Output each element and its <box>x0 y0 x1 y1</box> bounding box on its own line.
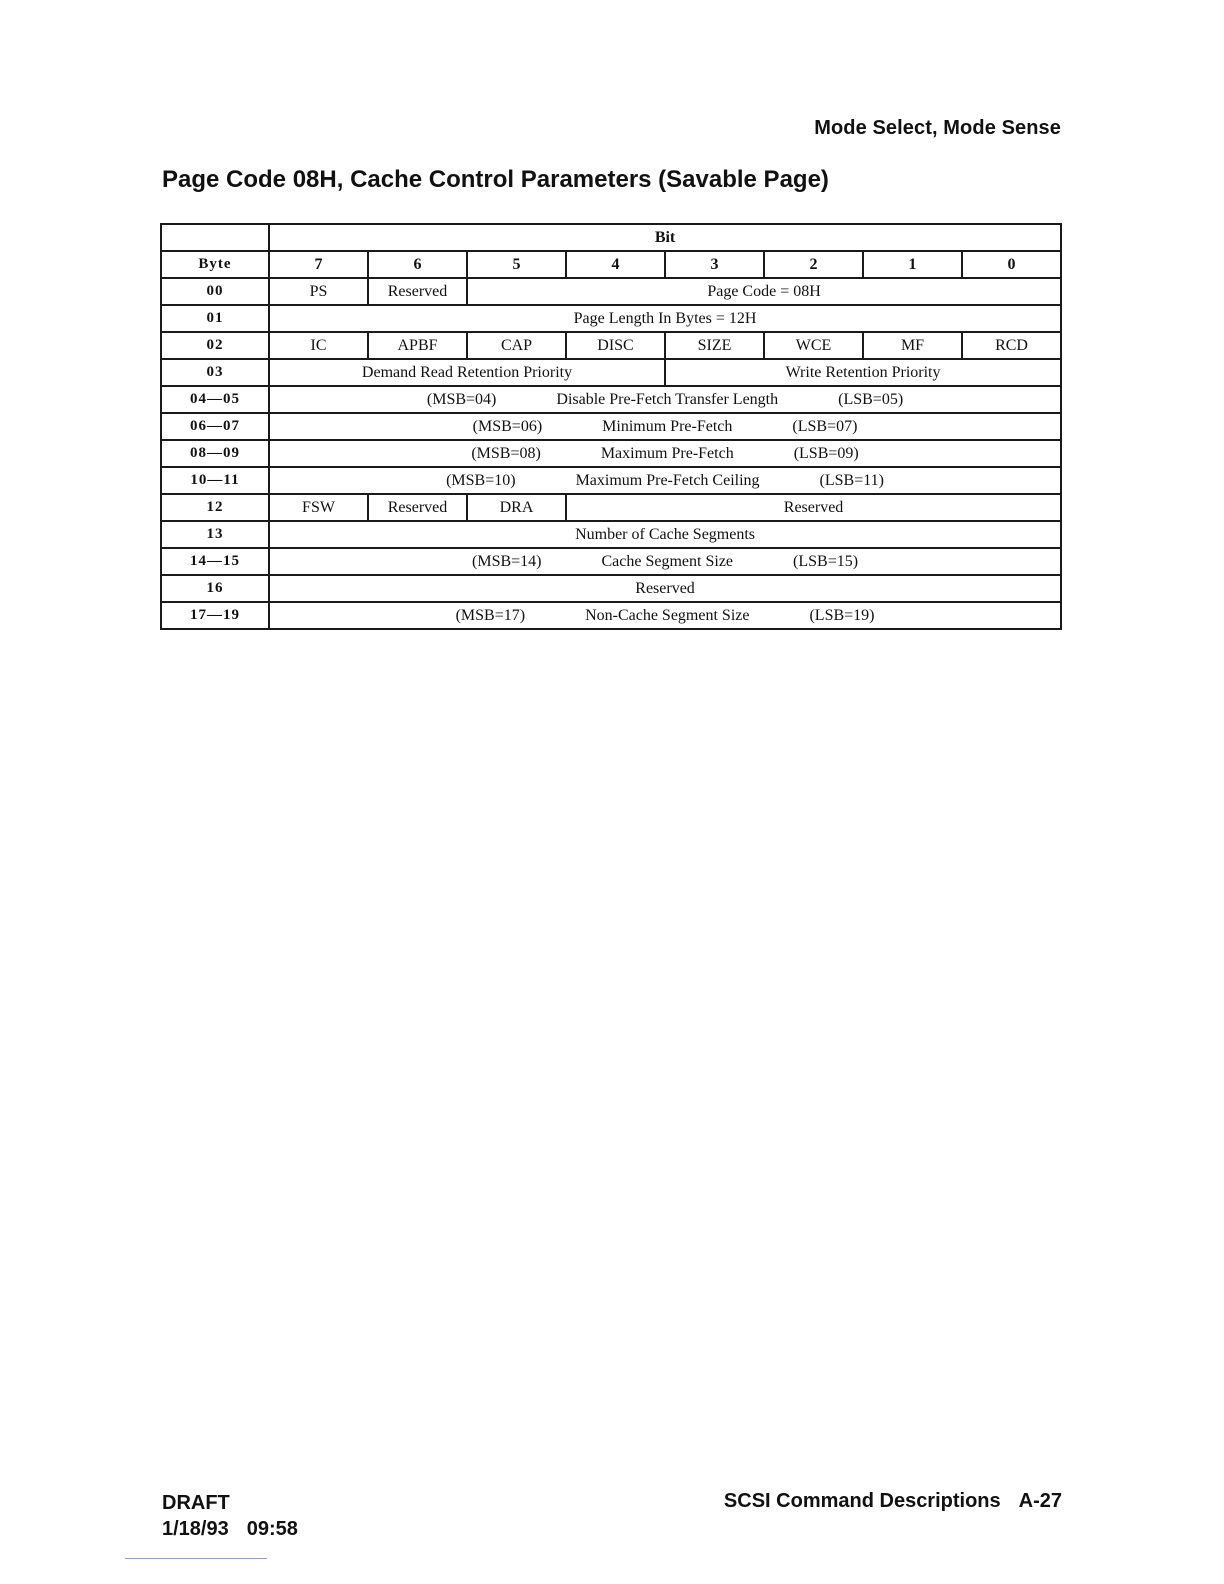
lsb-label: (LSB=11) <box>819 471 884 489</box>
table-row <box>161 440 1061 467</box>
footer-date: 1/18/93 <box>162 1518 229 1540</box>
field-reserved: Reserved <box>566 494 1061 521</box>
field-name: Disable Pre-Fetch Transfer Length <box>556 390 779 408</box>
field-name: Maximum Pre-Fetch Ceiling <box>575 471 760 489</box>
table-row <box>161 494 1061 521</box>
field-non-cache-segment-size <box>269 602 1061 629</box>
byte-number: 17—19 <box>161 602 269 629</box>
field-page-code: Page Code = 08H <box>467 278 1061 305</box>
bit-number: 5 <box>467 251 566 278</box>
field-name: Minimum Pre-Fetch <box>602 417 733 435</box>
bit-number: 0 <box>962 251 1061 278</box>
msb-label: (MSB=14) <box>472 552 542 570</box>
field-reserved: Reserved <box>368 278 467 305</box>
field-minimum-prefetch <box>269 413 1061 440</box>
field-dra: DRA <box>467 494 566 521</box>
msb-label: (MSB=08) <box>471 444 541 462</box>
msb-label: (MSB=17) <box>455 606 526 624</box>
table-row <box>161 413 1061 440</box>
field-wce: WCE <box>764 332 863 359</box>
field-demand-read-retention-priority: Demand Read Retention Priority <box>269 359 665 386</box>
page-number: A-27 <box>1018 1490 1062 1512</box>
draft-label: DRAFT <box>162 1492 230 1514</box>
bit-number: 3 <box>665 251 764 278</box>
footer-section: SCSI Command Descriptions <box>723 1490 1001 1512</box>
bit-number: 6 <box>368 251 467 278</box>
bit-header: Bit <box>269 224 1061 251</box>
table-row <box>161 278 1061 305</box>
byte-number: 16 <box>161 575 269 602</box>
byte-header: Byte <box>161 251 269 278</box>
field-reserved: Reserved <box>269 575 1061 602</box>
lsb-label: (LSB=05) <box>838 390 904 408</box>
byte-number: 03 <box>161 359 269 386</box>
field-cap: CAP <box>467 332 566 359</box>
lsb-label: (LSB=19) <box>809 606 875 624</box>
bit-number: 2 <box>764 251 863 278</box>
byte-number: 08—09 <box>161 440 269 467</box>
footer-timestamp <box>162 1516 298 1542</box>
msb-label: (MSB=04) <box>426 390 497 408</box>
bit-number: 4 <box>566 251 665 278</box>
byte-number: 13 <box>161 521 269 548</box>
byte-number: 14—15 <box>161 548 269 575</box>
field-cache-segment-size <box>269 548 1061 575</box>
field-reserved: Reserved <box>368 494 467 521</box>
field-name: Maximum Pre-Fetch <box>600 444 734 462</box>
table-row <box>161 305 1061 332</box>
field-ps: PS <box>269 278 368 305</box>
footer-right <box>724 1490 1062 1513</box>
byte-number: 12 <box>161 494 269 521</box>
footer-time: 09:58 <box>246 1518 298 1540</box>
footer-left <box>162 1490 298 1542</box>
lsb-label: (LSB=07) <box>792 417 858 435</box>
field-number-of-cache-segments: Number of Cache Segments <box>269 521 1061 548</box>
lsb-label: (LSB=15) <box>793 552 859 570</box>
table-row <box>161 602 1061 629</box>
byte-number: 04—05 <box>161 386 269 413</box>
field-mf: MF <box>863 332 962 359</box>
running-head: Mode Select, Mode Sense <box>814 117 1061 139</box>
field-name: Non-Cache Segment Size <box>585 606 750 624</box>
field-fsw: FSW <box>269 494 368 521</box>
field-maximum-prefetch <box>269 440 1061 467</box>
byte-number: 10—11 <box>161 467 269 494</box>
footer-rule <box>125 1558 267 1559</box>
table-row <box>161 386 1061 413</box>
bit-number: 1 <box>863 251 962 278</box>
table-row <box>161 575 1061 602</box>
field-name: Cache Segment Size <box>601 552 734 570</box>
byte-number: 01 <box>161 305 269 332</box>
field-page-length: Page Length In Bytes = 12H <box>269 305 1061 332</box>
msb-label: (MSB=10) <box>446 471 516 489</box>
table-row <box>161 251 1061 278</box>
table-row <box>161 548 1061 575</box>
table-row <box>161 521 1061 548</box>
field-size: SIZE <box>665 332 764 359</box>
byte-number: 00 <box>161 278 269 305</box>
lsb-label: (LSB=09) <box>793 444 859 462</box>
field-apbf: APBF <box>368 332 467 359</box>
page-title: Page Code 08H, Cache Control Parameters (Savable Page) <box>162 166 829 193</box>
table-row <box>161 224 1061 251</box>
corner-cell <box>161 224 269 251</box>
field-disable-prefetch-transfer-length <box>269 386 1061 413</box>
msb-label: (MSB=06) <box>472 417 543 435</box>
field-rcd: RCD <box>962 332 1061 359</box>
field-disc: DISC <box>566 332 665 359</box>
table-row <box>161 332 1061 359</box>
table-row <box>161 467 1061 494</box>
table-row <box>161 359 1061 386</box>
byte-number: 06—07 <box>161 413 269 440</box>
byte-number: 02 <box>161 332 269 359</box>
field-maximum-prefetch-ceiling <box>269 467 1061 494</box>
field-write-retention-priority: Write Retention Priority <box>665 359 1061 386</box>
cache-control-parameters-table <box>160 223 1062 630</box>
field-ic: IC <box>269 332 368 359</box>
bit-number: 7 <box>269 251 368 278</box>
